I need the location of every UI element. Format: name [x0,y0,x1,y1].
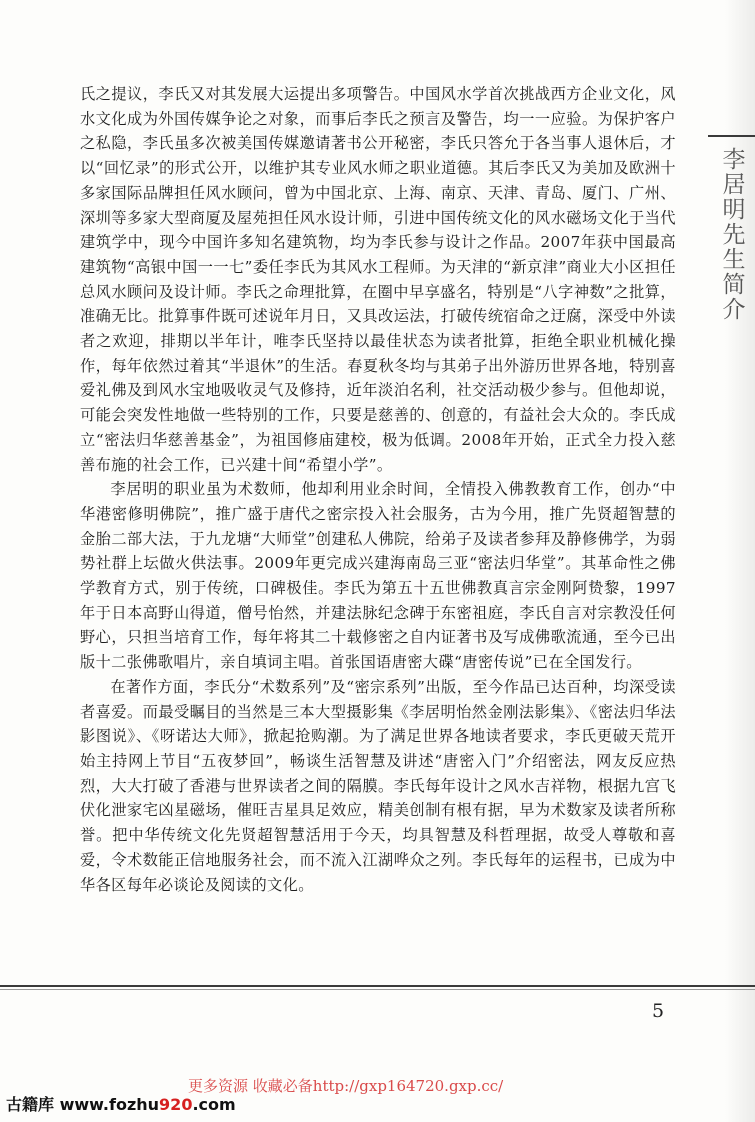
footer-rule [0,985,755,987]
side-title-char: 生 [722,247,746,273]
site-logo [6,1092,236,1115]
side-title-char: 明 [722,197,746,223]
paragraph-3: 在著作方面，李氏分“术数系列”及“密宗系列”出版，至今作品已达百种，均深受读者喜爱。而最受瞩目的当然是三本大型摄影集《李居明怡然金刚法影集》、《密法归华法影图说》、《呀诺达大师》，掀起抢购潮。为了满足世界各地读者要求，李氏更破天荒开始主持网上节目“五夜梦回”，畅谈生活智慧及讲述“唐密入门”介绍密法，网友反应热烈，大大打破了香港与世界读者之间的隔膜。李氏每年设计之风水吉祥物，根据九宫飞伏化泄家宅凶星磁场，催旺吉星具足效应，精美创制有根有据，早为术数家及读者所称誉。把中华传统文化先贤超智慧活用于今天，均具智慧及科哲理据，故受人尊敬和喜爱，令术数能正信地服务社会，而不流入江湖哗众之列。李氏每年的运程书，已成为中华各区每年必谈论及阅读的文化。 [80,677,676,894]
site-logo-prefix: www.fozhu [59,1095,160,1114]
side-title-char: 先 [722,222,746,248]
paragraph-2: 李居明的职业虽为术数师，他却利用业余时间，全情投入佛教教育工作，创办“中华港密修明佛院”，推广盛于唐代之密宗投入社会服务，古为今用，推广先贤超智慧的金胎二部大法，于九龙塘“大师堂”创建私人佛院，给弟子及读者参拜及静修佛学，为弱势社群上坛做火供法事。2009年更完成兴建海南岛三亚“密法归华堂”。其革命性之佛学教育方式，别于传统，口碑极佳。李氏为第五十五世佛教真言宗金刚阿贽黎，1997年于日本高野山得道，僧号怡然，并建法脉纪念碑于东密祖庭，李氏自言对宗教没任何野心，只担当培育工作，每年将其二十载修密之自内证著书及写成佛歌流通，至今已出版十二张佛歌唱片，亲自填词主唱。首张国语唐密大碟“唐密传说”已在全国发行。 [80,480,676,672]
site-logo-suffix: .com [192,1095,236,1114]
watermark-url[interactable]: http://gxp164720.gxp.cc/ [312,1077,504,1095]
site-logo-number: 920 [159,1095,193,1114]
footer-rule-thin [0,989,755,990]
side-title-char: 简 [722,272,746,298]
side-title-char: 居 [722,172,746,198]
body-text [80,82,676,897]
side-title-rule [708,135,755,137]
page-number: 5 [652,1000,665,1022]
site-logo-name: 古籍库 [6,1095,55,1114]
side-title-char: 李 [722,147,746,173]
side-chapter-title [716,148,752,323]
watermark-text: 更多资源 收藏必备 [188,1077,313,1095]
paragraph-1: 氏之提议，李氏又对其发展大运提出多项警告。中国风水学首次挑战西方企业文化，风水文化成为外国传媒争论之对象，而事后李氏之预言及警告，均一一应验。为保护客户之私隐，李氏虽多次被美国传媒邀请著书公开秘密，李氏只答允于各当事人退休后，才以“回忆录”的形式公开，以维护其专业风水师之职业道德。其后李氏又为美加及欧洲十多家国际品牌担任风水顾问，曾为中国北京、上海、南京、天津、青岛、厦门、广州、深圳等多家大型商厦及屋苑担任风水设计师，引进中国传统文化的风水磁场文化于当代建筑学中，现今中国许多知名建筑物，均为李氏参与设计之作品。2007年获中国最高建筑物“高银中国一一七”委任李氏为其风水工程师。为天津的“新京津”商业大小区担任总风水顾问及设计师。李氏之命理批算，在圈中早享盛名，特别是“八字神数”之批算，准确无比。批算事件既可述说年月日，又具改运法，打破传统宿命之迂腐，深受中外读者之欢迎，排期以半年计，唯李氏坚持以最佳状态为读者批算，拒绝全职业机械化操作，每年依然过着其“半退休”的生活。春夏秋冬均与其弟子出外游历世界各地，特别喜爱礼佛及到风水宝地吸收灵气及修持，近年淡泊名利，社交活动极少参与。但他却说，可能会突发性地做一些特别的工作，只要是慈善的、创意的，有益社会大众的。李氏成立“密法归华慈善基金”，为祖国修庙建校，极为低调。2008年开始，正式全力投入慈善布施的社会工作，已兴建十间“希望小学”。 [80,85,676,474]
side-title-char: 介 [722,297,746,323]
